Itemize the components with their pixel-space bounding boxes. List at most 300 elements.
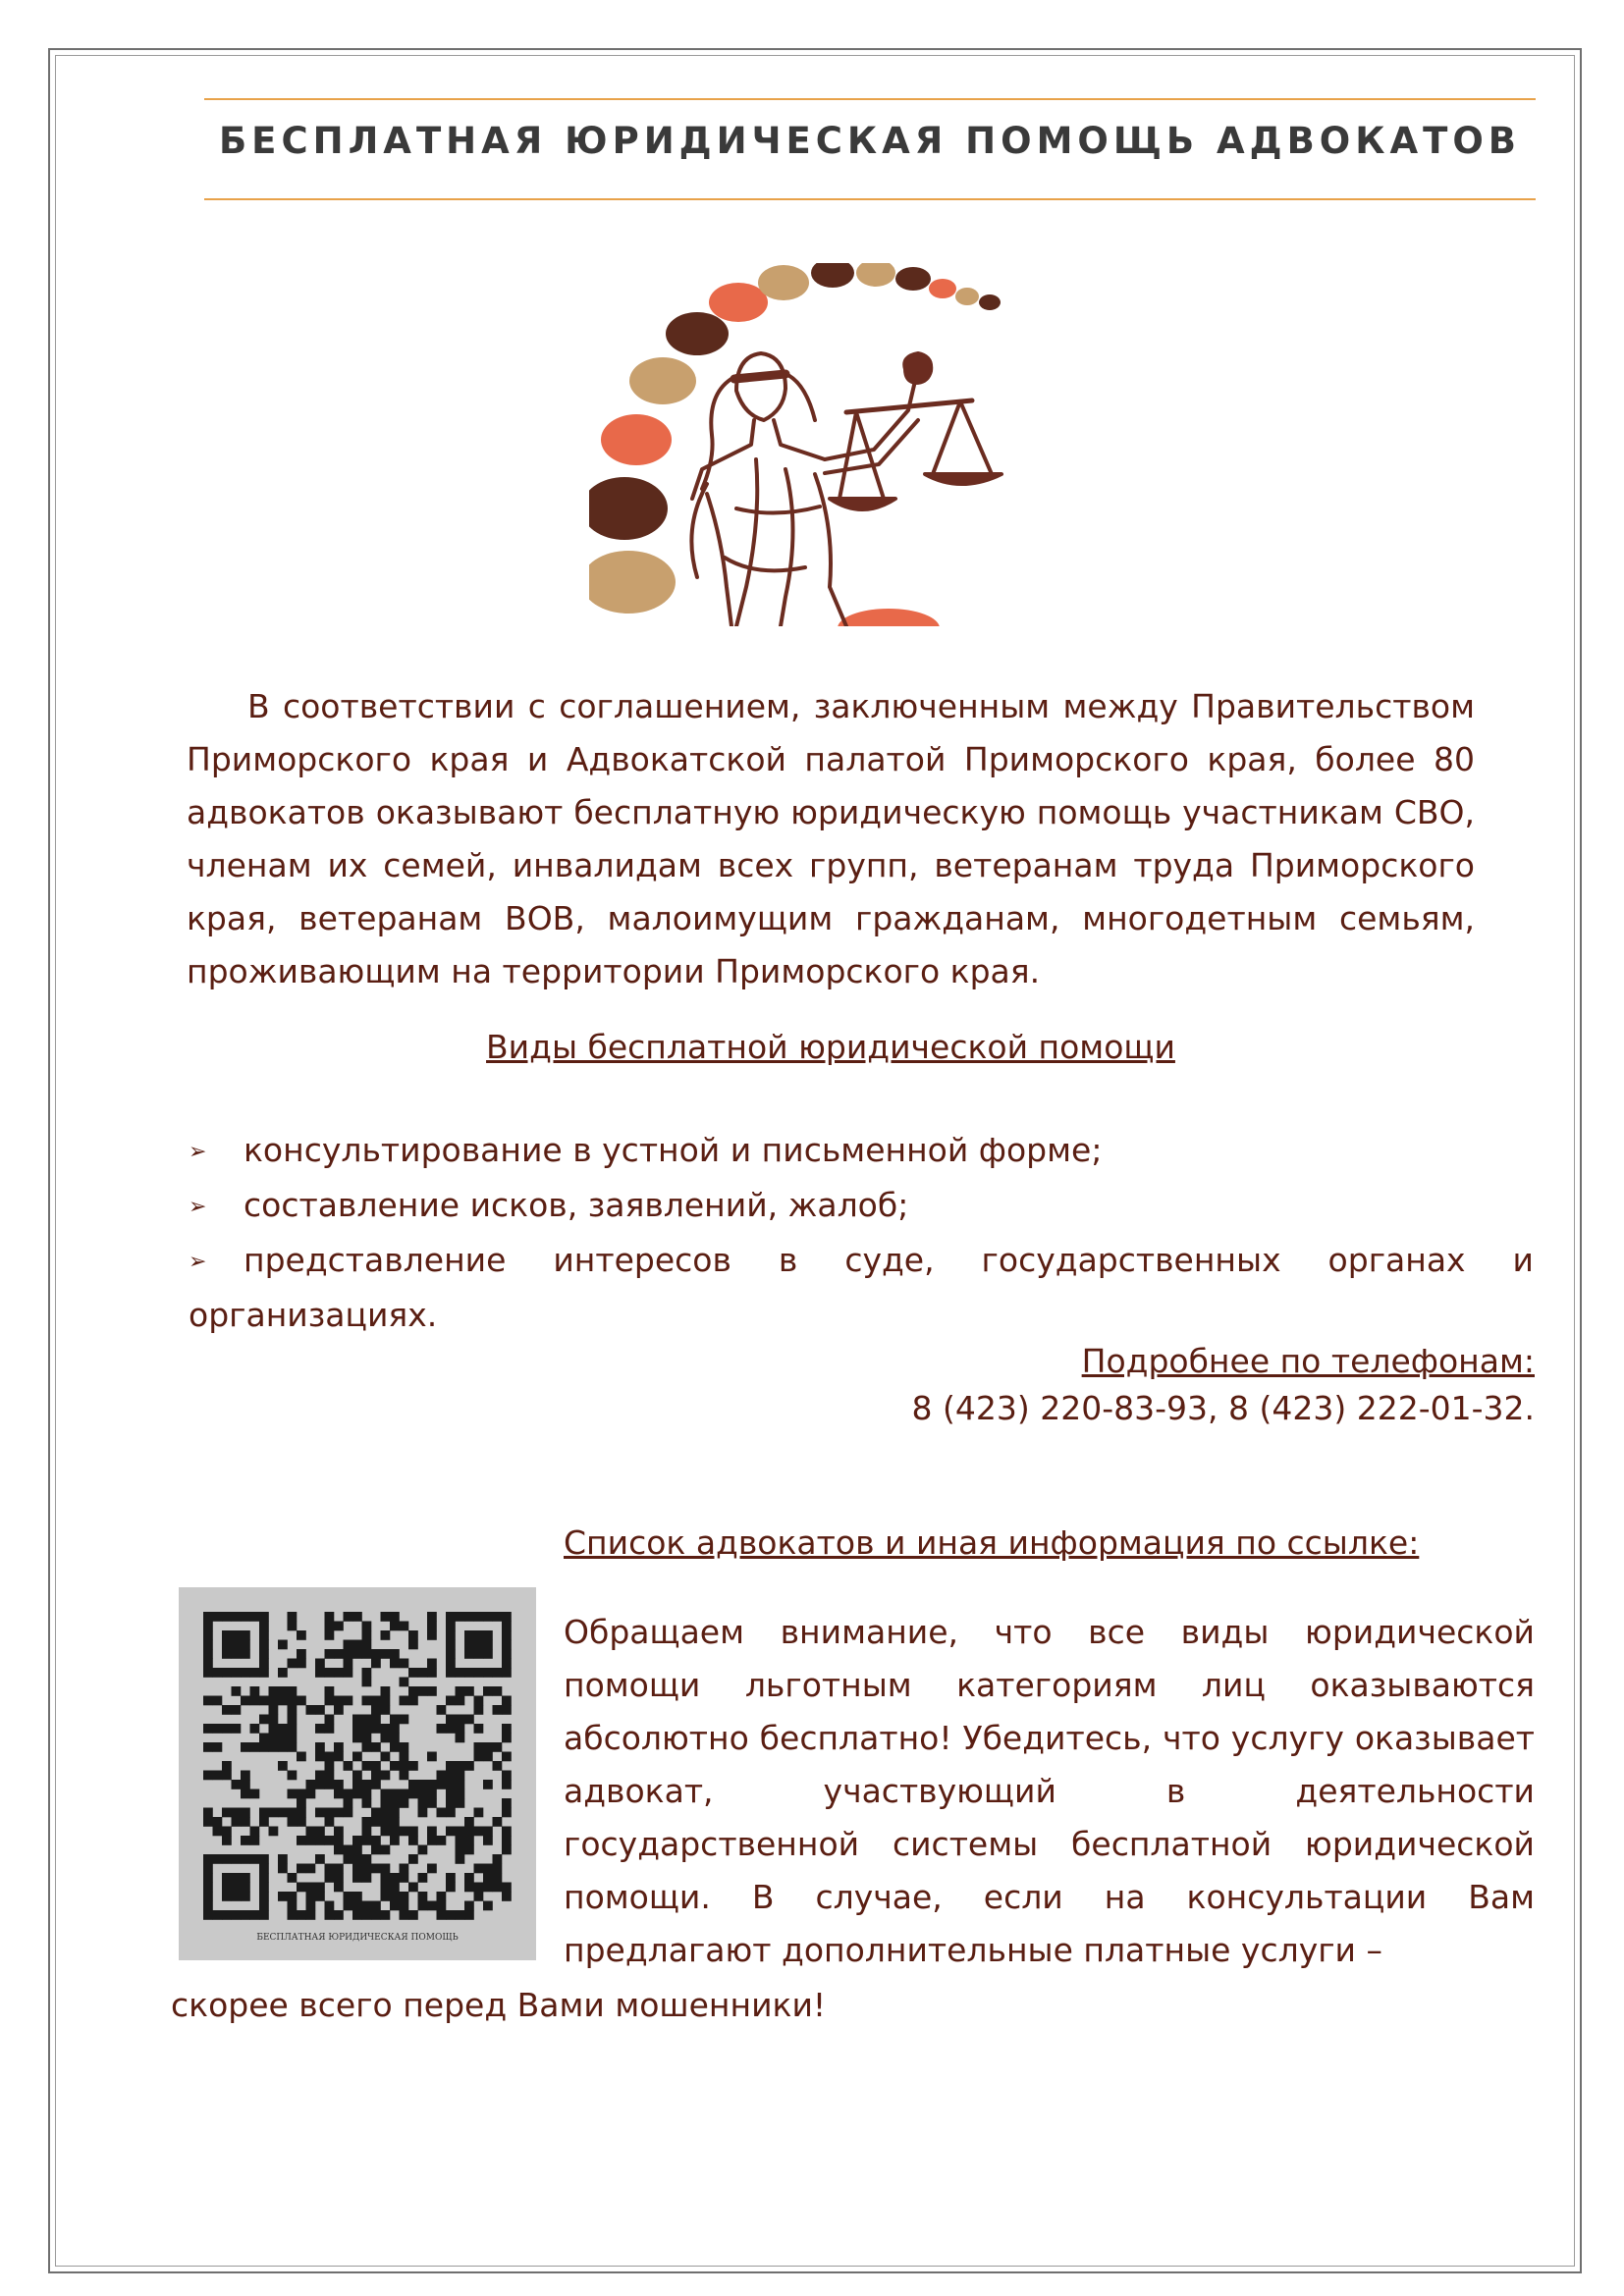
qr-module (446, 1789, 456, 1799)
logo-dot (666, 312, 729, 355)
qr-module (297, 1808, 306, 1818)
qr-module (315, 1827, 325, 1837)
qr-module (344, 1612, 353, 1622)
qr-module (408, 1696, 418, 1706)
qr-module (502, 1659, 512, 1669)
qr-module (325, 1780, 335, 1789)
qr-module (222, 1883, 232, 1893)
qr-module (259, 1659, 269, 1669)
qr-module (325, 1771, 335, 1781)
qr-module (381, 1827, 391, 1837)
qr-module (334, 1696, 344, 1706)
qr-module (371, 1724, 381, 1734)
qr-module (222, 1640, 232, 1650)
qr-module (344, 1668, 353, 1678)
qr-module (400, 1873, 409, 1883)
qr-module (464, 1901, 474, 1911)
qr-module (446, 1649, 456, 1659)
qr-module (306, 1901, 316, 1911)
qr-module (325, 1752, 335, 1762)
qr-module (213, 1817, 223, 1827)
qr-module (502, 1640, 512, 1650)
qr-module (362, 1910, 372, 1920)
qr-module (427, 1901, 437, 1911)
qr-module (288, 1705, 298, 1715)
qr-module (232, 1630, 242, 1640)
qr-module (456, 1789, 465, 1799)
qr-module (334, 1649, 344, 1659)
qr-module (362, 1668, 372, 1678)
qr-module (502, 1798, 512, 1808)
qr-module (334, 1705, 344, 1715)
qr-module (381, 1705, 391, 1715)
qr-module (502, 1883, 512, 1893)
title-rule-top (204, 98, 1536, 100)
qr-module (456, 1668, 465, 1678)
qr-module (241, 1630, 250, 1640)
qr-module (241, 1808, 250, 1818)
qr-module (278, 1854, 288, 1864)
qr-module (400, 1827, 409, 1837)
qr-module (334, 1789, 344, 1799)
qr-module (325, 1864, 335, 1874)
qr-module (344, 1640, 353, 1650)
qr-module (297, 1910, 306, 1920)
qr-module (203, 1742, 213, 1752)
qr-module (362, 1734, 372, 1743)
qr-module (344, 1659, 353, 1669)
qr-module (306, 1892, 316, 1901)
qr-module (362, 1649, 372, 1659)
qr-module (446, 1724, 456, 1734)
qr-module (297, 1789, 306, 1799)
qr-module (325, 1715, 335, 1725)
qr-module (464, 1649, 474, 1659)
qr-module (371, 1705, 381, 1715)
logo-dots (589, 263, 1001, 626)
qr-module (456, 1854, 465, 1864)
qr-module (269, 1686, 279, 1696)
qr-module (232, 1873, 242, 1883)
qr-module (446, 1771, 456, 1781)
qr-module (446, 1827, 456, 1837)
qr-module (288, 1659, 298, 1669)
qr-module (427, 1659, 437, 1669)
qr-module (325, 1817, 335, 1827)
qr-module (456, 1686, 465, 1696)
qr-module (232, 1612, 242, 1622)
qr-module (269, 1734, 279, 1743)
qr-module (390, 1649, 400, 1659)
qr-module (352, 1640, 362, 1650)
qr-module (222, 1892, 232, 1901)
logo-dot (811, 263, 854, 288)
qr-module (418, 1798, 428, 1808)
qr-module (232, 1724, 242, 1734)
qr-module (427, 1827, 437, 1837)
qr-module (446, 1612, 456, 1622)
qr-module (352, 1864, 362, 1874)
qr-module (381, 1873, 391, 1883)
qr-module (250, 1724, 260, 1734)
qr-module (278, 1640, 288, 1650)
qr-module (446, 1883, 456, 1893)
qr-module (408, 1854, 418, 1864)
qr-module (381, 1612, 391, 1622)
qr-module (390, 1836, 400, 1845)
qr-module (474, 1612, 484, 1622)
qr-module (213, 1742, 223, 1752)
qr-module (493, 1854, 503, 1864)
qr-module (334, 1808, 344, 1818)
qr-module (362, 1817, 372, 1827)
qr-module (437, 1780, 447, 1789)
qr-module (400, 1910, 409, 1920)
qr-module (250, 1789, 260, 1799)
qr-module (408, 1686, 418, 1696)
qr-module (427, 1836, 437, 1845)
qr-module (446, 1696, 456, 1706)
qr-module (352, 1771, 362, 1781)
list-item: ➢ представление интересов в суде, государственных органах и организациях. (189, 1234, 1534, 1342)
qr-module (306, 1705, 316, 1715)
qr-module (371, 1715, 381, 1725)
qr-module (437, 1910, 447, 1920)
qr-module (502, 1734, 512, 1743)
qr-module (456, 1761, 465, 1771)
qr-module (203, 1873, 213, 1883)
qr-module (222, 1873, 232, 1883)
qr-module (344, 1901, 353, 1911)
qr-module (222, 1649, 232, 1659)
qr-module (362, 1827, 372, 1837)
qr-module (325, 1901, 335, 1911)
qr-module (334, 1910, 344, 1920)
qr-module (464, 1640, 474, 1650)
qr-module (483, 1752, 493, 1762)
qr-module (250, 1686, 260, 1696)
qr-module (400, 1659, 409, 1669)
qr-module (418, 1789, 428, 1799)
qr-module (427, 1622, 437, 1631)
qr-module (474, 1640, 484, 1650)
qr-module (400, 1761, 409, 1771)
qr-module (464, 1612, 474, 1622)
qr-module (474, 1883, 484, 1893)
qr-module (483, 1640, 493, 1650)
qr-module (474, 1864, 484, 1874)
qr-module (306, 1827, 316, 1837)
qr-module (315, 1724, 325, 1734)
qr-module (232, 1640, 242, 1650)
qr-module (269, 1724, 279, 1734)
qr-module (222, 1836, 232, 1845)
qr-module (259, 1612, 269, 1622)
qr-module (456, 1734, 465, 1743)
qr-module (483, 1883, 493, 1893)
qr-module (344, 1696, 353, 1706)
qr-module (278, 1761, 288, 1771)
qr-module (259, 1630, 269, 1640)
qr-module (250, 1696, 260, 1706)
qr-module (502, 1705, 512, 1715)
qr-module (306, 1789, 316, 1799)
qr-module (288, 1715, 298, 1725)
qr-module (362, 1742, 372, 1752)
qr-module (446, 1715, 456, 1725)
qr-module (269, 1696, 279, 1706)
qr-module (464, 1761, 474, 1771)
qr-module (400, 1789, 409, 1799)
qr-module (288, 1734, 298, 1743)
qr-module (408, 1827, 418, 1837)
qr-module (437, 1836, 447, 1845)
qr-module (352, 1752, 362, 1762)
qr-module (493, 1883, 503, 1893)
qr-module (474, 1668, 484, 1678)
qr-module (278, 1668, 288, 1678)
qr-module (371, 1649, 381, 1659)
qr-module (315, 1752, 325, 1762)
qr-module (278, 1686, 288, 1696)
qr-module (352, 1892, 362, 1901)
qr-module (371, 1761, 381, 1771)
qr-module (288, 1686, 298, 1696)
qr-module (418, 1686, 428, 1696)
qr-module (381, 1817, 391, 1827)
themis-scales-icon (589, 263, 1110, 626)
themis-figure (691, 353, 1001, 626)
qr-module (297, 1817, 306, 1827)
qr-module (259, 1901, 269, 1911)
qr-module (371, 1808, 381, 1818)
phones-label: Подробнее по телефонам: (1081, 1342, 1535, 1380)
qr-module (325, 1761, 335, 1771)
qr-module (213, 1696, 223, 1706)
qr-module (493, 1705, 503, 1715)
qr-module (288, 1622, 298, 1631)
qr-module (334, 1668, 344, 1678)
qr-module (325, 1649, 335, 1659)
qr-module (474, 1705, 484, 1715)
qr-module (483, 1612, 493, 1622)
qr-module (352, 1649, 362, 1659)
qr-module (408, 1668, 418, 1678)
qr-module (446, 1668, 456, 1678)
qr-module (464, 1817, 474, 1827)
qr-module (493, 1742, 503, 1752)
qr-module (232, 1705, 242, 1715)
qr-module (446, 1622, 456, 1631)
logo-dot (589, 477, 668, 540)
qr-module (390, 1901, 400, 1911)
qr-module (325, 1836, 335, 1845)
qr-module (306, 1780, 316, 1789)
qr-module (222, 1854, 232, 1864)
qr-module (241, 1640, 250, 1650)
qr-module (344, 1892, 353, 1901)
qr-module (297, 1649, 306, 1659)
qr-module (222, 1910, 232, 1920)
qr-module (464, 1845, 474, 1855)
intro-paragraph: В соответствии с соглашением, заключенным между Правительством Приморского края и Адвокатской палатой Приморского края, более 80 адвокатов оказывают бесплатную юридическую помощь участникам СВО, членам их семей, инвалидам всех групп, ветеранам труда Приморского края, ветеранам ВОВ, малоимущим гражданам, многодетным семьям, проживающим на территории Приморского края. (187, 687, 1475, 990)
qr-module (493, 1686, 503, 1696)
qr-module (222, 1771, 232, 1781)
qr-module (232, 1892, 242, 1901)
qr-module (259, 1649, 269, 1659)
qr-module (362, 1715, 372, 1725)
qr-module (502, 1771, 512, 1781)
qr-module (259, 1742, 269, 1752)
qr-module (344, 1798, 353, 1808)
qr-module (390, 1612, 400, 1622)
qr-module (390, 1827, 400, 1837)
qr-module (502, 1630, 512, 1640)
qr-module (381, 1892, 391, 1901)
qr-module (371, 1780, 381, 1789)
qr-module (288, 1901, 298, 1911)
qr-module (502, 1649, 512, 1659)
qr-module (390, 1659, 400, 1669)
qr-module (464, 1836, 474, 1845)
qr-module (418, 1780, 428, 1789)
qr-module (250, 1668, 260, 1678)
qr-module (259, 1873, 269, 1883)
qr-code-icon (179, 1587, 536, 1960)
qr-module (390, 1715, 400, 1725)
qr-module (334, 1752, 344, 1762)
qr-module (352, 1854, 362, 1864)
qr-module (278, 1734, 288, 1743)
qr-module (493, 1612, 503, 1622)
qr-module (502, 1892, 512, 1901)
qr-module (400, 1892, 409, 1901)
title-rule-bottom (204, 198, 1536, 200)
qr-module (306, 1836, 316, 1845)
qr-module (203, 1864, 213, 1874)
qr-module (325, 1622, 335, 1631)
qr-module (400, 1622, 409, 1631)
qr-module (203, 1612, 213, 1622)
qr-module (483, 1668, 493, 1678)
qr-module (344, 1854, 353, 1864)
qr-module (474, 1752, 484, 1762)
qr-module (483, 1827, 493, 1837)
qr-module (315, 1836, 325, 1845)
qr-module (259, 1640, 269, 1650)
qr-module (446, 1780, 456, 1789)
qr-module (203, 1901, 213, 1911)
qr-module (446, 1910, 456, 1920)
qr-module (400, 1752, 409, 1762)
qr-module (502, 1752, 512, 1762)
qr-module (232, 1808, 242, 1818)
qr-module (400, 1901, 409, 1911)
qr-module (259, 1910, 269, 1920)
qr-module (241, 1771, 250, 1781)
qr-module (352, 1845, 362, 1855)
qr-module (259, 1892, 269, 1901)
qr-module (502, 1668, 512, 1678)
qr-module (344, 1789, 353, 1799)
qr-module (297, 1883, 306, 1893)
arrow-bullet-icon: ➢ (189, 1195, 207, 1219)
qr-module (288, 1742, 298, 1752)
qr-module (502, 1724, 512, 1734)
qr-module (203, 1808, 213, 1818)
qr-module (427, 1686, 437, 1696)
qr-module (502, 1696, 512, 1706)
qr-module (259, 1696, 269, 1706)
qr-module (456, 1715, 465, 1725)
qr-module (203, 1649, 213, 1659)
logo-dot (895, 267, 931, 291)
qr-module (400, 1696, 409, 1706)
qr-module (371, 1901, 381, 1911)
qr-module (334, 1883, 344, 1893)
qr-module (269, 1808, 279, 1818)
qr-module (325, 1808, 335, 1818)
qr-module (222, 1630, 232, 1640)
qr-module (437, 1705, 447, 1715)
qr-code[interactable] (179, 1587, 536, 1960)
qr-module (456, 1780, 465, 1789)
qr-module (352, 1910, 362, 1920)
qr-module (437, 1771, 447, 1781)
qr-module (502, 1827, 512, 1837)
qr-module (362, 1622, 372, 1631)
qr-module (464, 1883, 474, 1893)
qr-module (446, 1630, 456, 1640)
notice-tail: скорее всего перед Вами мошенники! (171, 1986, 827, 2024)
qr-module (278, 1742, 288, 1752)
qr-module (232, 1817, 242, 1827)
logo-dot (601, 414, 672, 465)
qr-module (213, 1668, 223, 1678)
qr-module (400, 1742, 409, 1752)
qr-module (306, 1883, 316, 1893)
qr-module (213, 1612, 223, 1622)
logo-dot (629, 357, 696, 404)
qr-module (456, 1724, 465, 1734)
qr-module (241, 1668, 250, 1678)
qr-module (446, 1640, 456, 1650)
qr-module (371, 1771, 381, 1781)
qr-module (288, 1696, 298, 1706)
qr-module (427, 1630, 437, 1640)
qr-module (232, 1883, 242, 1893)
qr-module (325, 1910, 335, 1920)
qr-module (474, 1742, 484, 1752)
qr-module (315, 1808, 325, 1818)
qr-module (464, 1873, 474, 1883)
qr-module (203, 1817, 213, 1827)
qr-module (241, 1817, 250, 1827)
qr-module (381, 1789, 391, 1799)
qr-module (483, 1686, 493, 1696)
qr-module (456, 1798, 465, 1808)
qr-module (400, 1798, 409, 1808)
qr-module (259, 1715, 269, 1725)
qr-module (222, 1827, 232, 1837)
logo-dot (709, 283, 768, 322)
qr-module (362, 1724, 372, 1734)
qr-module (334, 1845, 344, 1855)
qr-module (362, 1864, 372, 1874)
qr-module (334, 1836, 344, 1845)
qr-module (381, 1845, 391, 1855)
qr-module (390, 1724, 400, 1734)
